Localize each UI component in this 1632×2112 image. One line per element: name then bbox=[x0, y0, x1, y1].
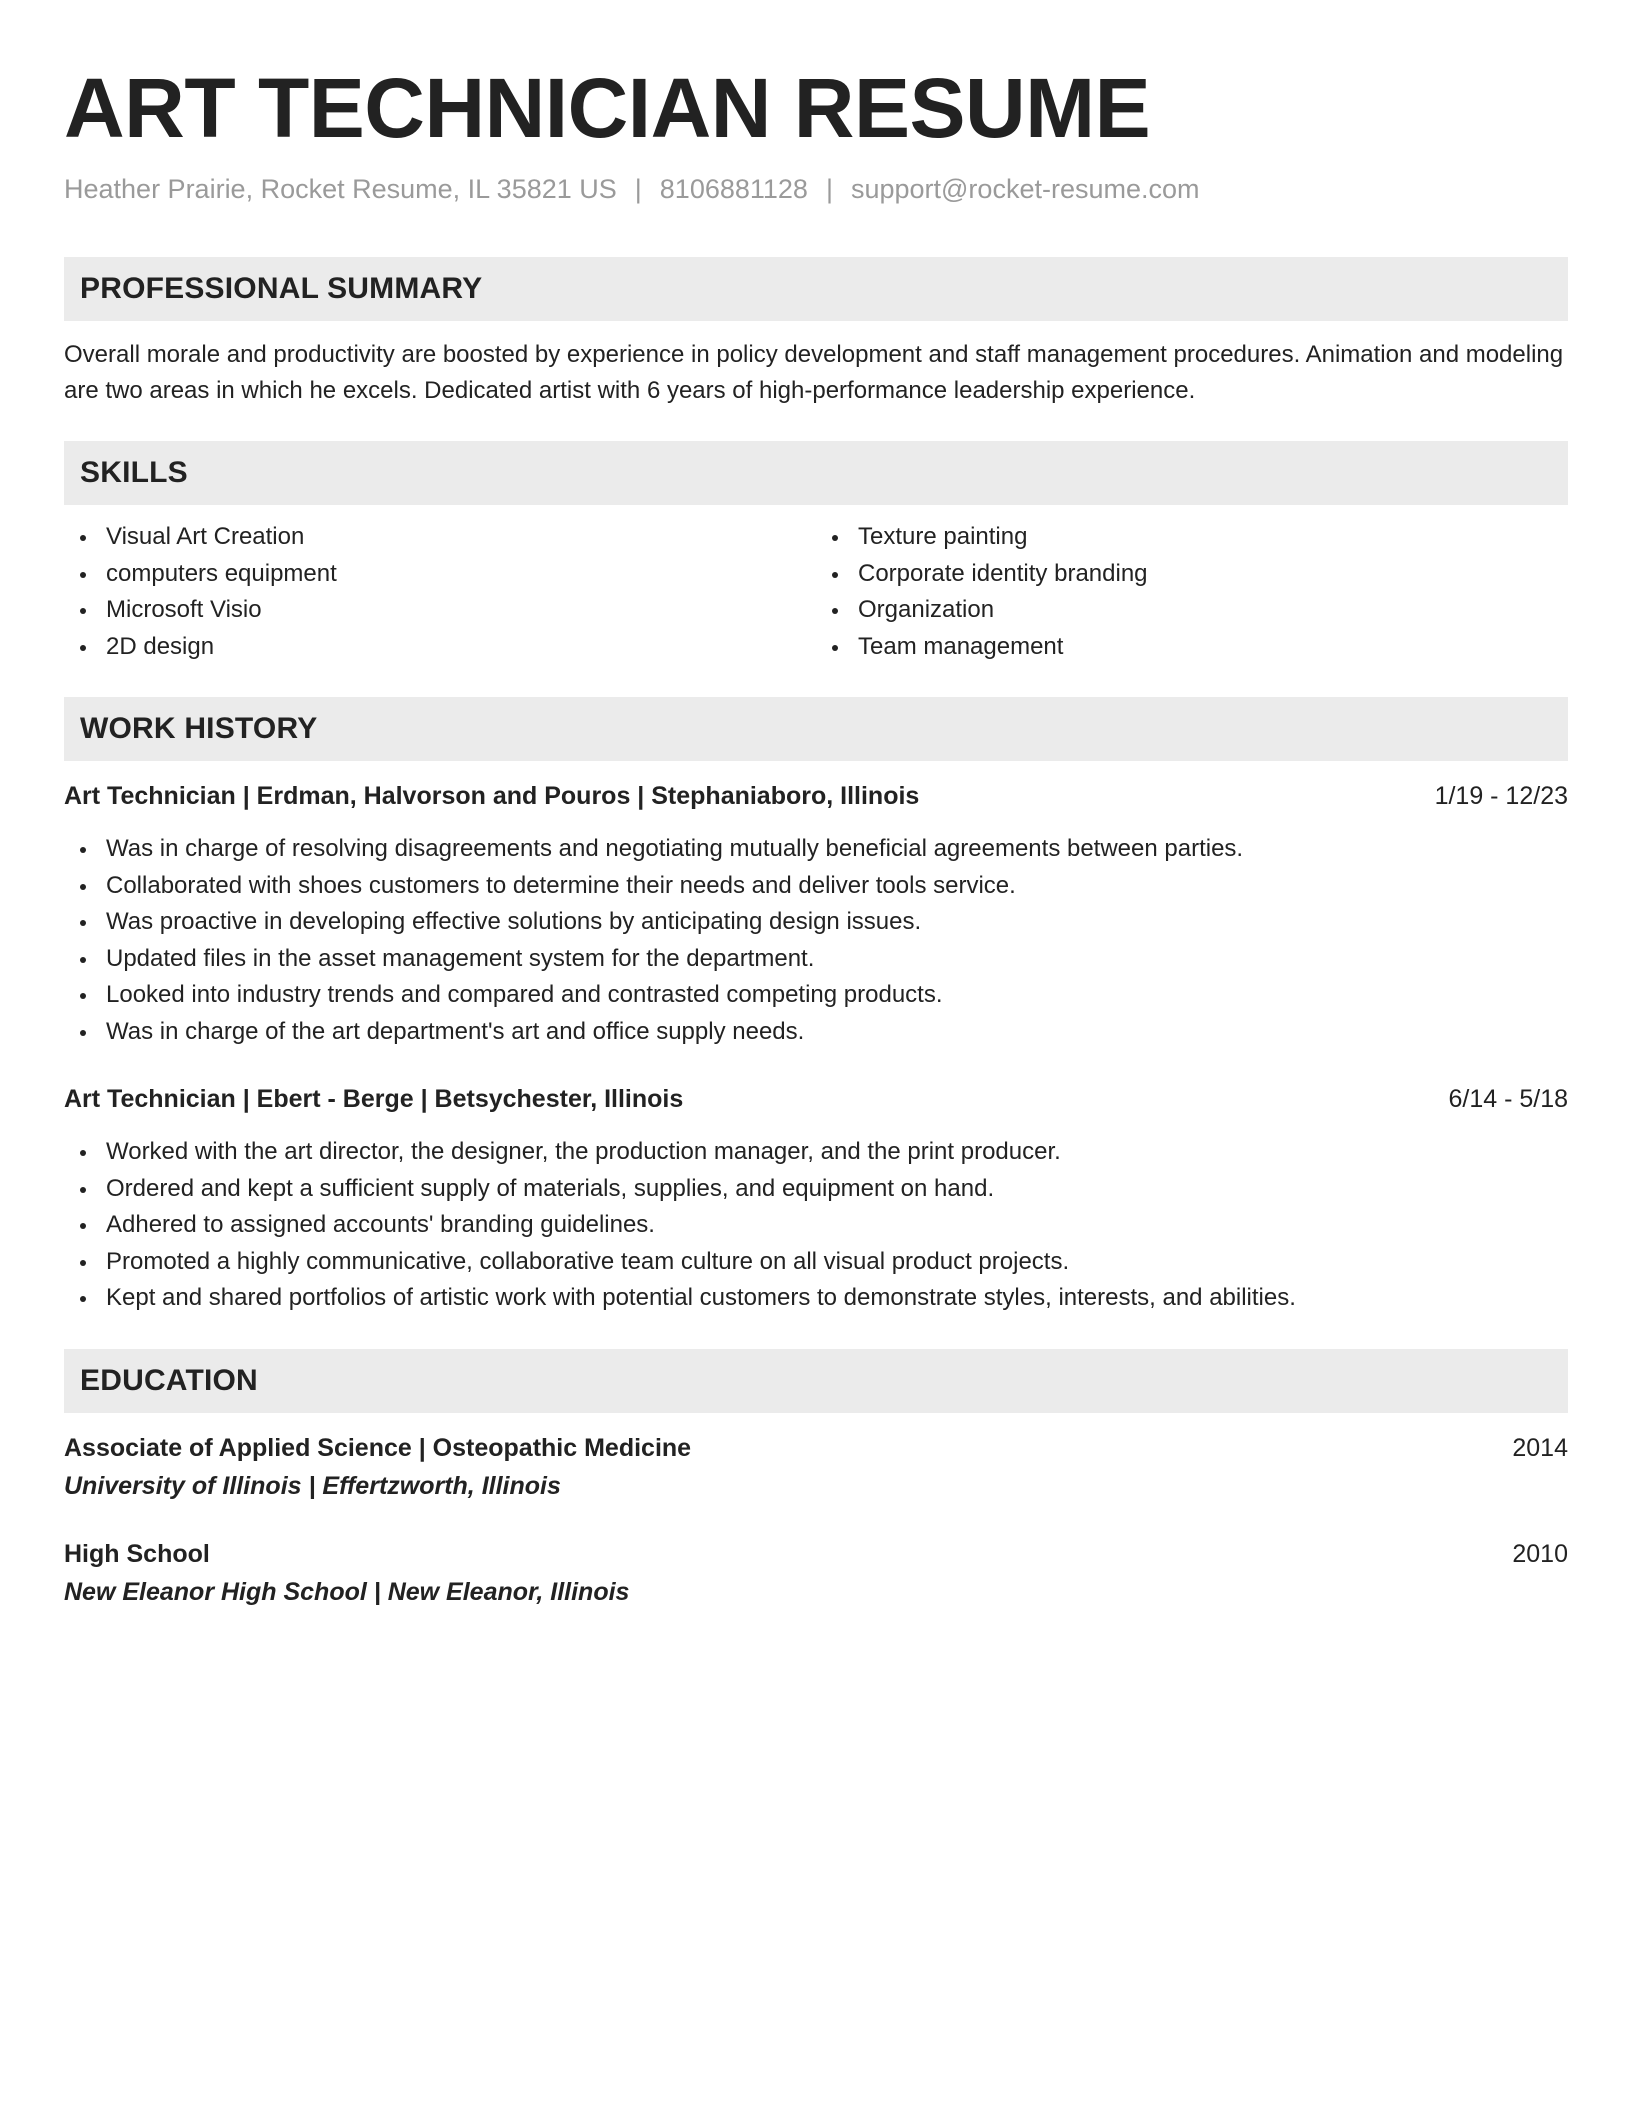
bullet-icon bbox=[80, 847, 86, 853]
bullet-icon bbox=[80, 1223, 86, 1229]
summary-text: Overall morale and productivity are boosted by experience in policy development and staff management procedures. Animation and modeling are two areas in which he excels. Dedicated artist with 6 years of high-performance leadership experience. bbox=[64, 341, 1564, 404]
job-entry bbox=[64, 1082, 1568, 1317]
job-header bbox=[64, 779, 1568, 813]
education-entry bbox=[64, 1537, 1568, 1609]
job-header bbox=[64, 1082, 1568, 1116]
skills-column-left bbox=[64, 519, 816, 665]
skill-label: 2D design bbox=[106, 632, 215, 660]
resume-page bbox=[64, 0, 1568, 1609]
job-entry bbox=[64, 779, 1568, 1050]
job-bullet-text: Promoted a highly communicative, collaborative team culture on all visual product projects. bbox=[106, 1247, 1070, 1275]
job-bullets bbox=[64, 1134, 1568, 1317]
job-bullet-text: Updated files in the asset management system for the department. bbox=[106, 944, 815, 972]
bullet-icon bbox=[80, 608, 86, 614]
contact-email: support@rocket-resume.com bbox=[850, 174, 1200, 204]
skills-grid bbox=[64, 519, 1568, 665]
bullet-icon bbox=[832, 572, 838, 578]
education-header bbox=[64, 1431, 1568, 1465]
skill-label: Visual Art Creation bbox=[106, 523, 305, 550]
summary-section-header: PROFESSIONAL SUMMARY bbox=[64, 257, 1568, 321]
job-bullet bbox=[64, 941, 1568, 978]
bullet-icon bbox=[80, 884, 86, 890]
bullet-icon bbox=[80, 1030, 86, 1036]
job-bullet bbox=[64, 831, 1568, 868]
education-degree: Associate of Applied Science | Osteopathic Medicine bbox=[64, 1433, 692, 1462]
job-title: Art Technician | Ebert - Berge | Betsychester, Illinois bbox=[64, 1085, 684, 1113]
skill-label: Texture painting bbox=[858, 523, 1028, 550]
contact-separator: | bbox=[634, 174, 642, 204]
bullet-icon bbox=[832, 608, 838, 614]
job-bullet bbox=[64, 904, 1568, 941]
contact-address: Heather Prairie, Rocket Resume, IL 35821 US bbox=[64, 174, 617, 204]
job-bullet bbox=[64, 1280, 1568, 1317]
education-year: 2014 bbox=[1512, 1433, 1568, 1462]
work-section-header: WORK HISTORY bbox=[64, 697, 1568, 761]
education-year: 2010 bbox=[1512, 1539, 1568, 1568]
bullet-icon bbox=[80, 1260, 86, 1266]
bullet-icon bbox=[80, 1296, 86, 1302]
job-bullet-text: Collaborated with shoes customers to determine their needs and deliver tools service. bbox=[106, 871, 1016, 899]
skill-label: Microsoft Visio bbox=[106, 596, 262, 623]
job-bullet bbox=[64, 1014, 1568, 1051]
bullet-icon bbox=[832, 535, 838, 541]
skill-label: computers equipment bbox=[106, 559, 337, 587]
education-degree: High School bbox=[64, 1539, 210, 1568]
job-dates: 1/19 - 12/23 bbox=[1434, 782, 1568, 810]
bullet-icon bbox=[80, 993, 86, 999]
bullet-icon bbox=[80, 1150, 86, 1156]
skill-label: Organization bbox=[858, 596, 995, 623]
job-bullet-text: Looked into industry trends and compared and contrasted competing products. bbox=[106, 981, 943, 1008]
bullet-icon bbox=[80, 1187, 86, 1193]
skill-item bbox=[816, 519, 1568, 556]
skill-item bbox=[816, 592, 1568, 629]
skill-item bbox=[64, 629, 816, 666]
skill-label: Team management bbox=[858, 632, 1064, 660]
skill-item bbox=[64, 556, 816, 593]
job-bullet-text: Adhered to assigned accounts' branding guidelines. bbox=[106, 1211, 655, 1238]
bullet-icon bbox=[80, 572, 86, 578]
job-bullet bbox=[64, 1244, 1568, 1281]
skill-item bbox=[64, 519, 816, 556]
education-school: University of Illinois | Effertzworth, Illinois bbox=[64, 1471, 561, 1500]
job-title: Art Technician | Erdman, Halvorson and Pouros | Stephaniaboro, Illinois bbox=[64, 782, 920, 810]
education-school: New Eleanor High School | New Eleanor, Illinois bbox=[64, 1577, 630, 1606]
education-entry bbox=[64, 1431, 1568, 1503]
contact-phone: 8106881128 bbox=[659, 174, 808, 204]
contact-line bbox=[64, 174, 1568, 205]
job-bullets bbox=[64, 831, 1568, 1050]
job-bullet bbox=[64, 1134, 1568, 1171]
skills-section-header: SKILLS bbox=[64, 441, 1568, 505]
education-section-header: EDUCATION bbox=[64, 1349, 1568, 1413]
bullet-icon bbox=[80, 645, 86, 651]
job-bullet bbox=[64, 1207, 1568, 1244]
job-bullet-text: Was in charge of resolving disagreements and negotiating mutually beneficial agreements between parties. bbox=[106, 835, 1244, 862]
job-bullet bbox=[64, 977, 1568, 1014]
skill-item bbox=[816, 629, 1568, 666]
skills-column-right bbox=[816, 519, 1568, 665]
education-header bbox=[64, 1537, 1568, 1571]
job-bullet-text: Worked with the art director, the designer, the production manager, and the print producer. bbox=[106, 1138, 1061, 1165]
bullet-icon bbox=[80, 535, 86, 541]
job-bullet-text: Kept and shared portfolios of artistic work with potential customers to demonstrate styles, interests, and abilities. bbox=[106, 1284, 1296, 1311]
job-dates: 6/14 - 5/18 bbox=[1448, 1085, 1568, 1113]
bullet-icon bbox=[80, 920, 86, 926]
job-bullet-text: Was in charge of the art department's art and office supply needs. bbox=[106, 1017, 805, 1045]
job-bullet bbox=[64, 1171, 1568, 1208]
resume-title: ART TECHNICIAN RESUME bbox=[64, 61, 1151, 155]
skill-label: Corporate identity branding bbox=[858, 559, 1148, 587]
bullet-icon bbox=[80, 957, 86, 963]
skill-item bbox=[64, 592, 816, 629]
job-bullet-text: Was proactive in developing effective solutions by anticipating design issues. bbox=[106, 908, 922, 935]
job-bullet bbox=[64, 868, 1568, 905]
job-bullet-text: Ordered and kept a sufficient supply of materials, supplies, and equipment on hand. bbox=[106, 1174, 995, 1202]
contact-separator: | bbox=[825, 174, 833, 204]
skill-item bbox=[816, 556, 1568, 593]
bullet-icon bbox=[832, 645, 838, 651]
